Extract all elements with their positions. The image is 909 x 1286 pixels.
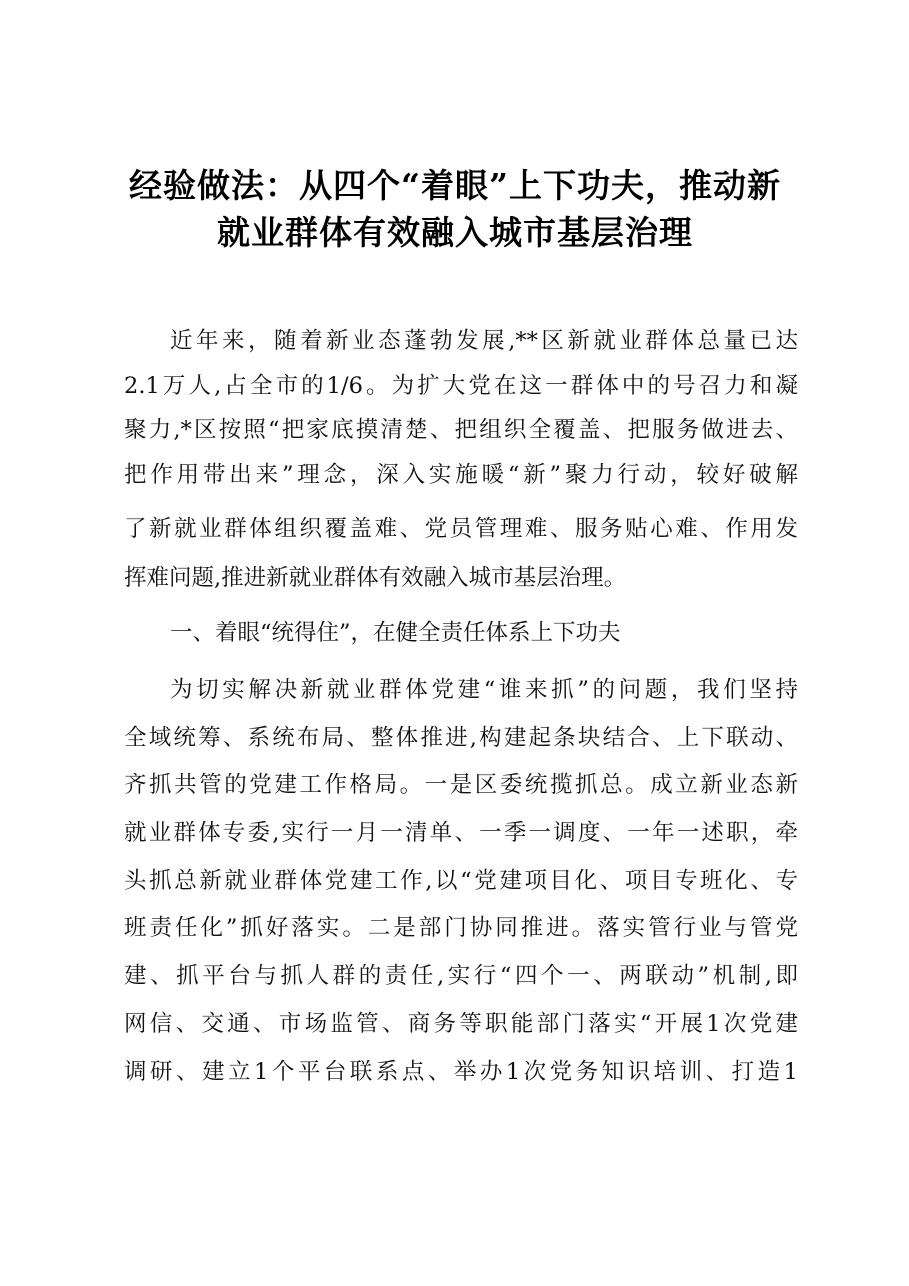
body-line: 近年来，随着新业态蓬勃发展,**区新就业群体总量已达 — [170, 328, 798, 354]
body-line: 头抓总新就业群体党建工作,以“党建项目化、项目专班化、专 — [124, 868, 798, 894]
document-title-line-2: 就业群体有效融入城市基层治理 — [217, 213, 693, 252]
document-title-line-1: 经验做法：从四个“着眼”上下功夫，推动新 — [129, 166, 781, 205]
body-line: 为切实解决新就业群体党建“谁来抓”的问题，我们坚持 — [170, 677, 798, 703]
body-line: 齐抓共管的党建工作格局。一是区委统揽抓总。成立新业态新 — [124, 772, 798, 798]
body-line: 挥难问题,推进新就业群体有效融入城市基层治理。 — [124, 565, 627, 591]
body-line: 建、抓平台与抓人群的责任,实行“四个一、两联动”机制,即 — [124, 963, 798, 989]
body-line: 聚力,*区按照“把家底摸清楚、把组织全覆盖、把服务做进去、 — [124, 417, 798, 443]
body-line: 了新就业群体组织覆盖难、党员管理难、服务贴心难、作用发 — [124, 516, 798, 542]
body-line: 调研、建立1个平台联系点、举办1次党务知识培训、打造1 — [124, 1059, 798, 1085]
section-heading: 一、着眼“统得住”，在健全责任体系上下功夫 — [170, 620, 621, 646]
body-line: 2.1万人,占全市的1/6。为扩大党在这一群体中的号召力和凝 — [124, 373, 798, 399]
body-line: 就业群体专委,实行一月一清单、一季一调度、一年一述职，牵 — [124, 820, 798, 846]
body-line: 全域统筹、系统布局、整体推进,构建起条块结合、上下联动、 — [124, 725, 798, 751]
body-line: 把作用带出来”理念，深入实施暖“新”聚力行动，较好破解 — [124, 462, 798, 488]
body-line: 班责任化”抓好落实。二是部门协同推进。落实管行业与管党 — [124, 915, 798, 941]
body-line: 网信、交通、市场监管、商务等职能部门落实“开展1次党建 — [124, 1011, 798, 1037]
